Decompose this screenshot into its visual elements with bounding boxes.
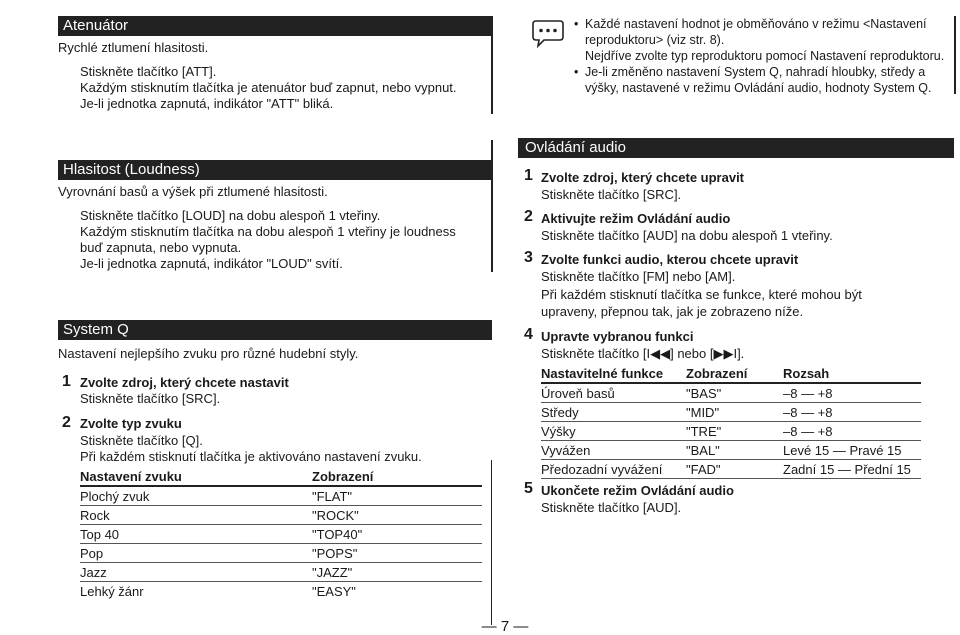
note-bullet-2-line-1: • Je-li změněno nastavení System Q, nahradí hloubky, středy a (585, 64, 925, 80)
table-cell: "FLAT" (312, 486, 482, 506)
atenuator-header (58, 16, 492, 36)
table-cell: Rock (80, 506, 312, 525)
loudness-intro: Vyrovnání basů a výšek při ztlumené hlasitosti. (58, 184, 328, 199)
systemq-title: System Q (63, 321, 129, 338)
audio-step-3-line-3: upraveny, přepnou tak, jak je zobrazeno níže. (541, 304, 804, 319)
loudness-header (58, 160, 492, 180)
table-cell: Plochý zvuk (80, 486, 312, 506)
atenuator-line-2: Každým stisknutím tlačítka je atenuátor buď zapnut, nebo vypnut. (80, 80, 457, 95)
table-cell: Středy (541, 403, 686, 422)
table-cell: "EASY" (312, 583, 356, 599)
table-header-row (541, 364, 921, 383)
atenuator-line-3: Je-li jednotka zapnutá, indikátor "ATT" bliká. (80, 96, 334, 111)
table-cell: Předozadní vyvážení (541, 460, 686, 479)
systemq-step-1-title: Zvolte zdroj, který chcete nastavit (80, 375, 289, 390)
loudness-line-1: Stiskněte tlačítko [LOUD] na dobu alespoň 1 vteřiny. (80, 208, 381, 223)
loudness-line-2: Každým stisknutím tlačítka na dobu alespoň 1 vteřiny je loudness (80, 224, 456, 239)
table-row (541, 422, 921, 441)
audio-title: Ovládání audio (525, 139, 626, 156)
audio-step-4-line-1: Stiskněte tlačítko [I◀◀] nebo [▶▶I]. (541, 346, 745, 361)
audio-header (520, 138, 954, 158)
systemq-table (80, 467, 482, 600)
audio-step-3-line-1: Stiskněte tlačítko [FM] nebo [AM]. (541, 269, 736, 284)
table-row (80, 544, 482, 563)
loudness-line-3: buď zapnuta, nebo vypnuta. (80, 240, 242, 255)
audio-step-1-line-1: Stiskněte tlačítko [SRC]. (541, 187, 682, 202)
table-row (80, 582, 482, 601)
table-cell: –8 — +8 (783, 422, 921, 441)
table-cell: Vyvážen (541, 441, 686, 460)
note-icon (530, 18, 566, 48)
note-bullet-1-line-2: reproduktoru> (viz str. 8). (585, 33, 725, 47)
systemq-intro: Nastavení nejlepšího zvuku pro různé hudební styly. (58, 346, 359, 361)
audio-step-1-number: 1 (524, 167, 533, 184)
note-bullet-1-line-3: Nejdříve zvolte typ reproduktoru pomocí Nastavení reproduktoru. (585, 49, 945, 63)
systemq-step-1-number: 1 (62, 373, 71, 390)
table-cell: "ROCK" (312, 506, 482, 525)
systemq-step-2-line-1: Stiskněte tlačítko [Q]. (80, 433, 203, 448)
table-cell: –8 — +8 (783, 383, 921, 403)
atenuator-title: Atenuátor (63, 17, 129, 34)
table-row (80, 506, 482, 525)
table-cell: –8 — +8 (783, 403, 921, 422)
loudness-line-4: Je-li jednotka zapnutá, indikátor "LOUD" svítí. (80, 256, 343, 271)
table-cell: "TOP40" (312, 525, 482, 544)
loudness-side-bar (491, 140, 493, 272)
table-cell: Top 40 (80, 525, 312, 544)
audio-step-3-number: 3 (524, 249, 533, 266)
audio-table (541, 364, 921, 479)
systemq-step-2-title: Zvolte typ zvuku (80, 416, 182, 431)
audio-step-1-title: Zvolte zdroj, který chcete upravit (541, 170, 745, 185)
table-cell: Pop (80, 544, 312, 563)
note-bullet-2-line-2: výšky, nastavené v režimu Ovládání audio, hodnoty System Q. (585, 81, 932, 95)
table-cell: Jazz (80, 563, 312, 582)
column-divider (491, 460, 492, 625)
loudness-title: Hlasitost (Loudness) (63, 161, 200, 178)
table-row (541, 441, 921, 460)
table-cell: "TRE" (686, 422, 783, 441)
table-cell: "FAD" (686, 460, 783, 479)
audio-step-4-number: 4 (524, 326, 533, 343)
table-header-cell: Nastavitelné funkce (541, 364, 686, 383)
audio-step-3-title: Zvolte funkci audio, kterou chcete upravit (541, 252, 799, 267)
page-number: — 7 — (481, 618, 529, 635)
audio-step-2-title: Aktivujte režim Ovládání audio (541, 211, 731, 226)
table-cell: Výšky (541, 422, 686, 441)
table-cell: "POPS" (312, 544, 482, 563)
audio-side-bar (518, 138, 520, 158)
atenuator-side-bar (491, 16, 493, 114)
table-header-cell: Nastavení zvuku (80, 467, 312, 486)
audio-step-4-title: Upravte vybranou funkci (541, 329, 694, 344)
table-cell: "BAS" (686, 383, 783, 403)
audio-step-5-number: 5 (524, 480, 533, 497)
table-cell: Úroveň basů (541, 383, 686, 403)
atenuator-line-1: Stiskněte tlačítko [ATT]. (80, 64, 217, 79)
systemq-step-1-line-1: Stiskněte tlačítko [SRC]. (80, 391, 221, 406)
table-header-cell: Rozsah (783, 364, 921, 383)
audio-step-2-number: 2 (524, 208, 533, 225)
systemq-step-2-number: 2 (62, 414, 71, 431)
note-side-bar (954, 16, 956, 94)
atenuator-intro: Rychlé ztlumení hlasitosti. (58, 40, 209, 55)
table-row (541, 383, 921, 403)
table-header-cell: Zobrazení (312, 467, 482, 486)
table-cell: Zadní 15 — Přední 15 (783, 460, 921, 479)
table-row (541, 460, 921, 479)
audio-step-3-line-2: Při každém stisknutí tlačítka se funkce, které mohou být (541, 287, 862, 302)
table-cell: "BAL" (686, 441, 783, 460)
audio-step-5-line-1: Stiskněte tlačítko [AUD]. (541, 500, 682, 515)
audio-step-2-line-1: Stiskněte tlačítko [AUD] na dobu alespoň 1 vteřiny. (541, 228, 833, 243)
audio-step-5-title: Ukončete režim Ovládání audio (541, 483, 734, 498)
table-cell: Levé 15 — Pravé 15 (783, 441, 921, 460)
table-header-cell: Zobrazení (686, 364, 783, 383)
table-row (80, 486, 482, 506)
table-row (541, 403, 921, 422)
table-cell: Lehký žánr (80, 583, 144, 599)
table-row (80, 525, 482, 544)
table-cell: "MID" (686, 403, 783, 422)
systemq-header (58, 320, 492, 340)
note-bullet-1-line-1: • Každé nastavení hodnot je obměňováno v režimu <Nastavení (585, 16, 927, 32)
table-cell: "JAZZ" (312, 563, 482, 582)
systemq-step-2-line-2: Při každém stisknutí tlačítka je aktivováno nastavení zvuku. (80, 449, 422, 464)
table-row (80, 563, 482, 582)
table-header-row (80, 467, 482, 486)
